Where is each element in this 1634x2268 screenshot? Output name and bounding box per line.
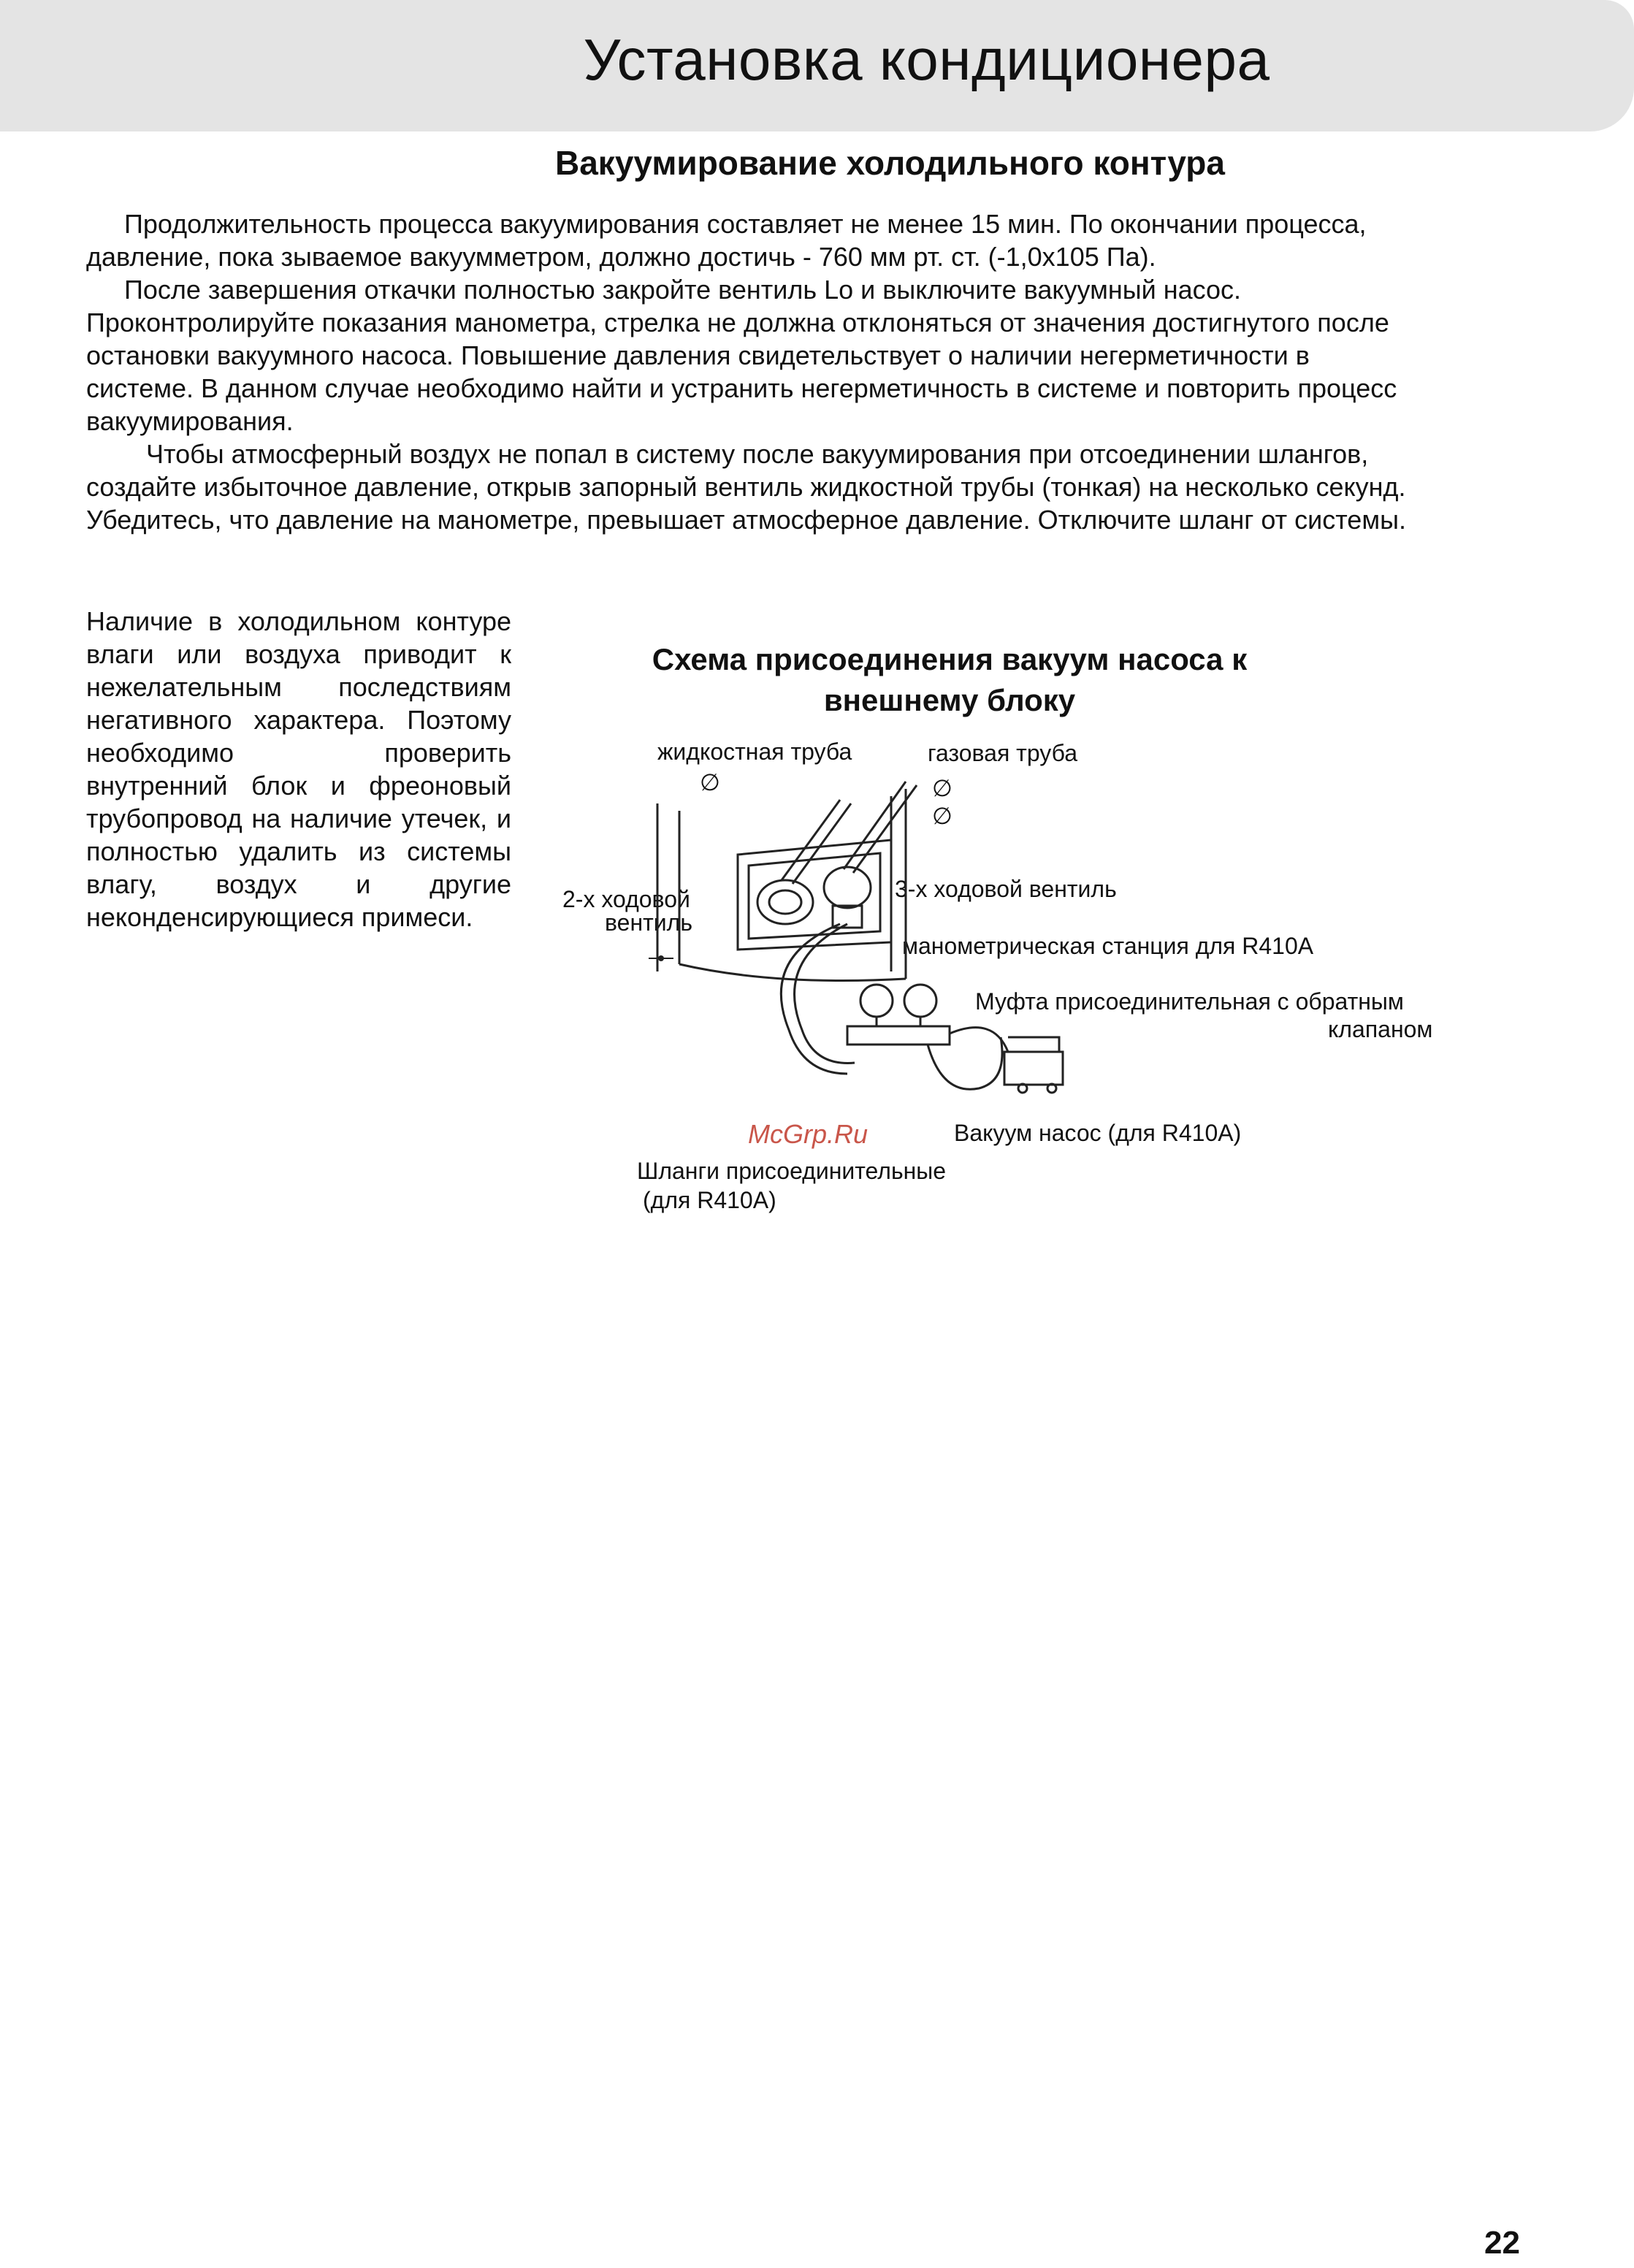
intro-paragraph-2: После завершения откачки полностью закройте вентиль Lo и выключите вакуумный насос. Проконтролируйте показания манометра, стрелка не должна отклоняться от значения достигнутого после остановки вакуумного насоса. Повышение давления свидетельствует о наличии негерметичности в системе. В данном случае необходимо найти и устранить негерметичность в системе и повторить процесс вакуумирования. (86, 275, 1397, 436)
page-number: 22 (1484, 2225, 1520, 2261)
intro-paragraph-3: Чтобы атмосферный воздух не попал в систему после вакуумирования при отсоединении шлангов, создайте избыточное давление, открыв запорный вентиль жидкостной трубы (тонкая) на несколько секунд. Убедитесь, что давление на манометре, превышает атмосферное давление. Отключите шланг от системы. (86, 439, 1406, 535)
label-hoses: Шланги присоединительные (637, 1158, 947, 1184)
label-pump: Вакуум насос (для R410A) (954, 1120, 1242, 1146)
liquid-pipe-diameter-symbol: ∅ (700, 769, 720, 795)
watermark: McGrp.Ru (748, 1119, 868, 1149)
label-two-way-valve: 2-х ходовой (562, 886, 690, 912)
label-coupling-line-2: клапаном (1328, 1016, 1433, 1042)
diagram-title (570, 639, 1329, 721)
section-title: Вакуумирование холодильного контура (555, 144, 1225, 182)
diagram-title-line-1: Схема присоединения вакуум насоса к (652, 642, 1248, 676)
label-coupling: Муфта присоединительная с обратным (975, 988, 1404, 1015)
intro-paragraph-1: Продолжительность процесса вакуумирования составляет не менее 15 мин. По окончании процесса, давление, пока зываемое вакуумметром, должно достичь - 760 мм рт. ст. (-1,0x105 Па). (86, 209, 1367, 272)
page-title: Установка кондиционера (583, 27, 1270, 92)
gas-pipe-diameter-symbol-1: ∅ (932, 775, 952, 801)
label-gas-pipe: газовая труба (928, 740, 1078, 766)
label-hoses-line-2: (для R410A) (643, 1187, 776, 1213)
vacuum-pump-connection-drawing (628, 767, 1066, 1147)
label-manifold: манометрическая станция для R410A (902, 933, 1314, 959)
label-liquid-pipe: жидкостная труба (657, 738, 852, 765)
label-two-way-valve-line-2: вентиль (605, 909, 692, 936)
label-three-way-valve: 3-х ходовой вентиль (895, 876, 1117, 902)
intro-text (86, 207, 1416, 536)
diagram-title-line-2: внешнему блоку (823, 683, 1076, 717)
side-note: Наличие в холодильном контуре влаги или воздуха приводит к нежелательным последствиям негативного характера. Поэтому необходимо проверить внутренний блок и фреоновый трубопровод на наличие утечек, и полностью удалить из системы влагу, воздух и другие неконденсирующиеся примеси. (86, 606, 511, 932)
gas-pipe-diameter-symbol-2: ∅ (932, 803, 952, 829)
